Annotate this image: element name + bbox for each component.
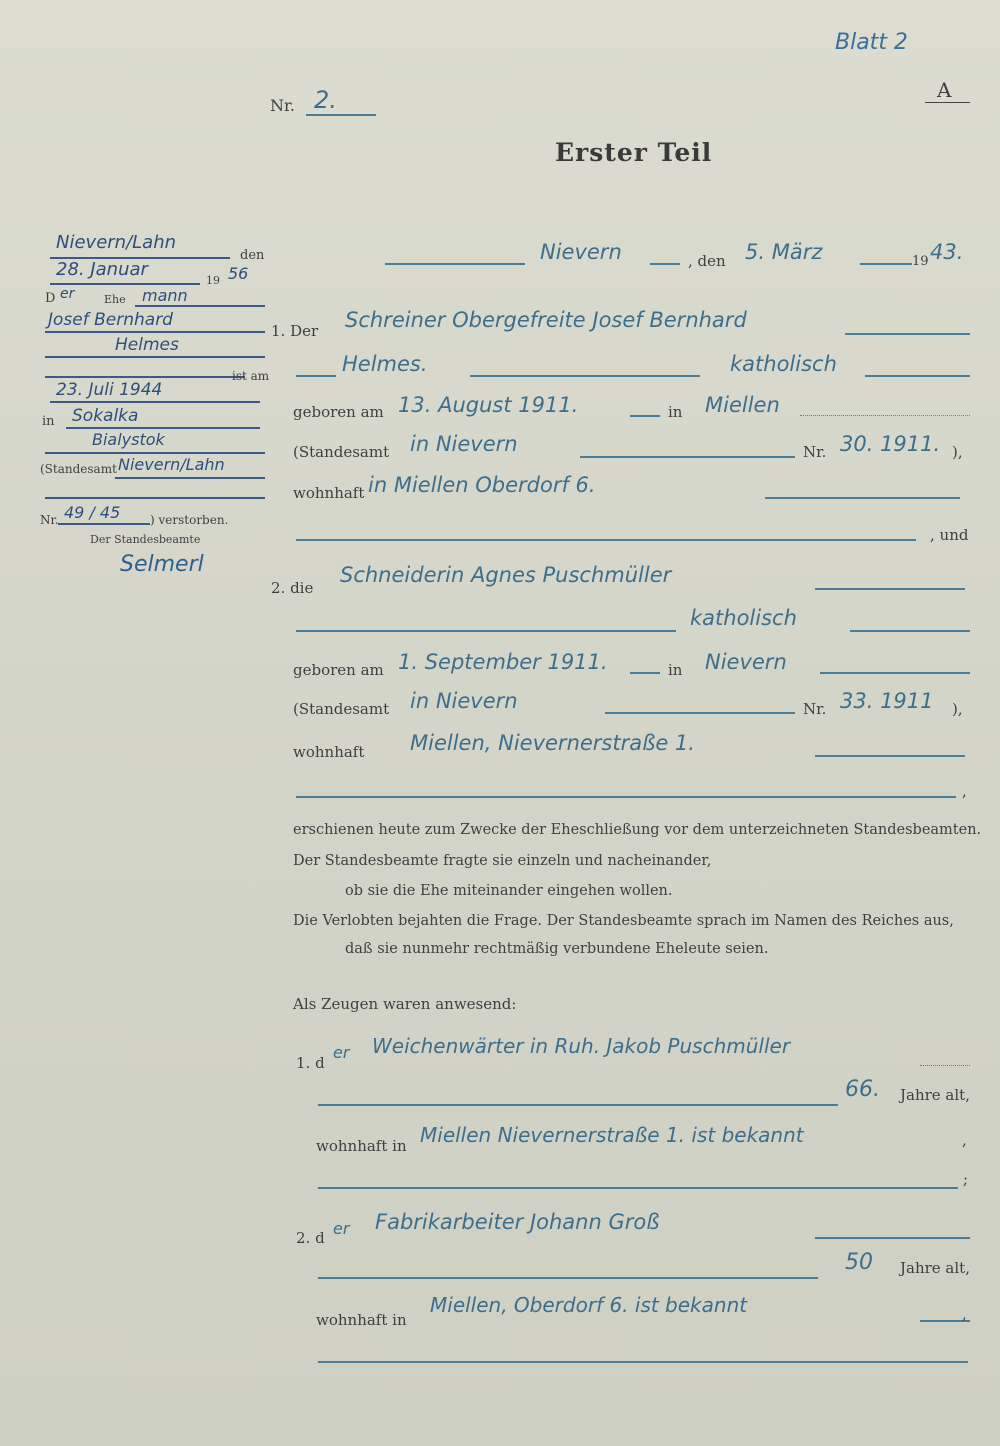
place-date-date: 5. März (745, 240, 823, 264)
margin-year: 56 (228, 264, 249, 283)
witness1-hw-d: er (333, 1043, 350, 1062)
margin-place1: Sokalka (72, 406, 139, 426)
margin-year-prefix: 19 (206, 274, 220, 287)
person1-close: ), (952, 443, 963, 461)
margin-standesamt-value: Nievern/Lahn (118, 455, 225, 474)
witness1-age: 66. (845, 1077, 880, 1102)
paragraph-4: Die Verlobten bejahten die Frage. Der Standesbeamte sprach im Namen des Reiches aus, (293, 913, 954, 929)
margin-name2: Helmes (115, 335, 179, 355)
person2-religion: katholisch (690, 606, 797, 630)
margin-nr-label: Nr. (40, 513, 59, 527)
person1-wohnhaft-label: wohnhaft (293, 484, 365, 502)
paragraph-1: erschienen heute zum Zwecke der Eheschließung vor dem unterzeichneten Standesbeamten. (293, 822, 982, 838)
margin-death-date: 23. Juli 1944 (56, 380, 163, 400)
margin-standesbeamte: Der Standesbeamte (90, 533, 201, 546)
margin-in-label: in (42, 414, 55, 429)
person2-num: 2. die (271, 579, 314, 597)
person2-standesamt-label: (Standesamt (293, 700, 390, 718)
witness2-num: 2. d (296, 1229, 325, 1247)
witness1-num: 1. d (296, 1054, 325, 1072)
person1-born: 13. August 1911. (398, 393, 579, 417)
person2-born: 1. September 1911. (398, 650, 608, 674)
witness2-wohnhaft-label: wohnhaft in (316, 1311, 407, 1329)
person1-wohnhaft: in Miellen Oberdorf 6. (368, 473, 596, 497)
paragraph-3: ob sie die Ehe miteinander eingehen wollen. (345, 883, 673, 899)
person1-nr-label: Nr. (803, 443, 827, 461)
witness2-age-label: Jahre alt, (900, 1259, 970, 1277)
person1-surname: Helmes. (342, 352, 428, 376)
margin-der-label: D (45, 291, 56, 306)
margin-den-label: den (240, 248, 265, 263)
place-date-place: Nievern (540, 240, 622, 264)
person2-born-label: geboren am (293, 661, 384, 679)
blatt-annotation: Blatt 2 (835, 30, 908, 55)
witness1-wohnhaft-label: wohnhaft in (316, 1137, 407, 1155)
margin-standesamt-label: (Standesamt (40, 462, 117, 476)
witness1-semicolon: ; (963, 1170, 969, 1188)
person1-num: 1. Der (271, 322, 319, 340)
person1-nr: 30. 1911. (840, 432, 941, 456)
person2-nr-label: Nr. (803, 700, 827, 718)
witness2-comma: , (962, 1305, 967, 1323)
witness2-hw-d: er (333, 1219, 350, 1238)
margin-place2: Bialystok (92, 430, 165, 449)
nr-label: Nr. (270, 96, 295, 115)
paragraph-5: daß sie nunmehr rechtmäßig verbundene Eheleute seien. (345, 941, 769, 957)
nr-line (306, 114, 376, 116)
margin-verstorben: ) verstorben. (150, 513, 229, 527)
margin-date: 28. Januar (56, 259, 148, 280)
witness1-occupation: Weichenwärter in Ruh. Jakob Puschmüller (372, 1034, 791, 1058)
box-letter: A (937, 78, 952, 102)
witness2-occupation: Fabrikarbeiter Johann Groß (375, 1210, 660, 1234)
place-date-den: , den (688, 252, 726, 270)
person2-wohnhaft-label: wohnhaft (293, 743, 365, 761)
witness1-wohnhaft: Miellen Nievernerstraße 1. ist bekannt (420, 1123, 804, 1147)
margin-name1: Josef Bernhard (48, 310, 173, 330)
person1-in-label: in (668, 403, 683, 421)
person2-occupation: Schneiderin Agnes Puschmüller (340, 563, 672, 587)
document-title: Erster Teil (555, 138, 713, 167)
person2-in-label: in (668, 661, 683, 679)
margin-der-hw: er (60, 286, 75, 302)
margin-ehe-hw: mann (142, 286, 188, 305)
person2-born-place: Nievern (705, 650, 787, 674)
margin-ist-am-label: ist am (232, 369, 270, 383)
person2-nr: 33. 1911 (840, 689, 934, 713)
margin-signature: Selmerl (120, 552, 204, 577)
witness1-comma: , (962, 1131, 967, 1149)
person2-close: ), (952, 700, 963, 718)
witness2-wohnhaft: Miellen, Oberdorf 6. ist bekannt (430, 1293, 748, 1317)
margin-ehe-label: Ehe (104, 293, 126, 306)
witness-heading: Als Zeugen waren anwesend: (293, 995, 517, 1013)
box-letter-line (925, 102, 970, 103)
person2-standesamt: in Nievern (410, 689, 518, 713)
person1-religion: katholisch (730, 352, 837, 376)
person1-standesamt: in Nievern (410, 432, 518, 456)
witness1-age-label: Jahre alt, (900, 1086, 970, 1104)
person2-comma: , (962, 782, 967, 800)
margin-nr-value: 49 / 45 (64, 503, 121, 522)
nr-value: 2. (314, 86, 337, 114)
place-date-year-prefix: 19 (912, 254, 929, 269)
witness2-age: 50 (845, 1250, 873, 1275)
person1-und: , und (930, 526, 969, 544)
place-date-year: 43. (930, 240, 964, 264)
person1-born-place: Miellen (705, 393, 780, 417)
margin-place: Nievern/Lahn (56, 232, 177, 253)
person1-occupation: Schreiner Obergefreite Josef Bernhard (345, 308, 747, 332)
person2-wohnhaft: Miellen, Nievernerstraße 1. (410, 731, 695, 755)
person1-born-label: geboren am (293, 403, 384, 421)
paragraph-2: Der Standesbeamte fragte sie einzeln und nacheinander, (293, 853, 712, 869)
person1-standesamt-label: (Standesamt (293, 443, 390, 461)
